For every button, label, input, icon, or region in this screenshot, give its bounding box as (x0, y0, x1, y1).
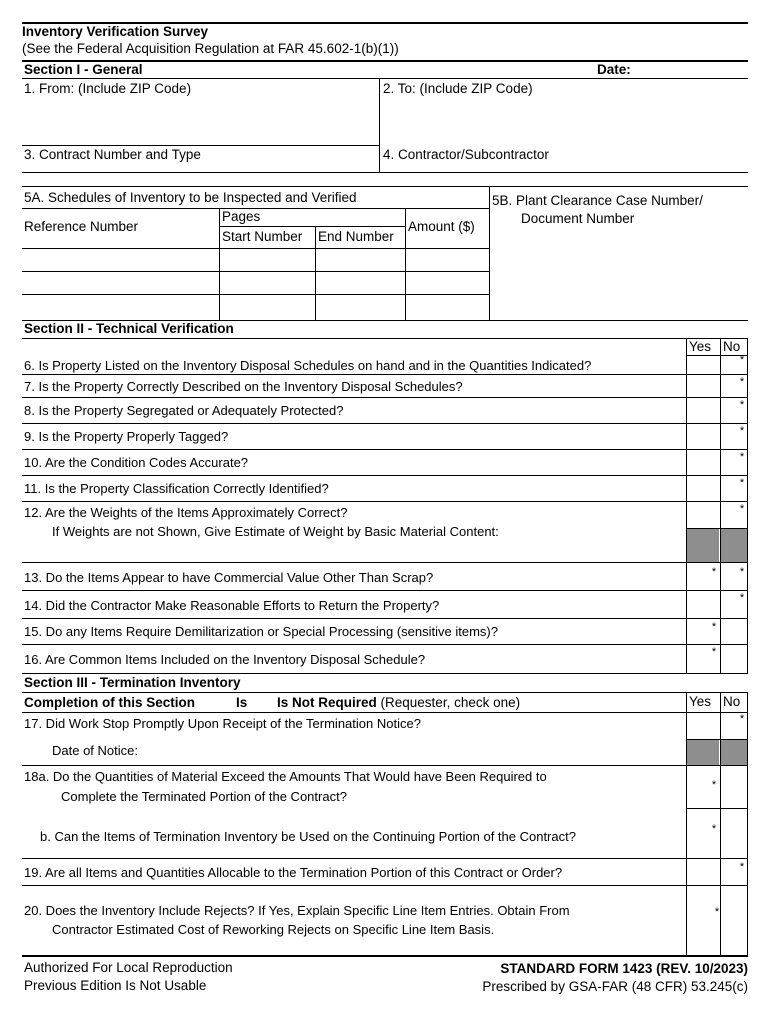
divider (22, 186, 748, 187)
question-18a: 18a. Do the Quantities of Material Exceed the Amounts That Would have Been Required to (24, 769, 547, 784)
divider (22, 885, 748, 886)
required-asterisk: * (739, 425, 745, 437)
divider (489, 186, 490, 320)
document-number-label: Document Number (521, 211, 635, 226)
question-17: 17. Did Work Stop Promptly Upon Receipt of the Termination Notice? (24, 716, 421, 731)
plant-clearance-label: 5B. Plant Clearance Case Number/ (492, 193, 703, 208)
required-asterisk: * (714, 906, 720, 918)
no-column-border (720, 338, 721, 674)
question-19: 19. Are all Items and Quantities Allocable to the Termination Portion of this Contract or Order? (24, 865, 563, 880)
reference-number-label: Reference Number (24, 219, 139, 234)
divider (22, 858, 748, 859)
completion-label: Completion of this Section (24, 695, 195, 710)
start-number-label: Start Number (222, 229, 303, 244)
required-asterisk: * (711, 779, 717, 791)
question-13: 13. Do the Items Appear to have Commercial Value Other Than Scrap? (24, 570, 434, 585)
question-6: 6. Is Property Listed on the Inventory Disposal Schedules on hand and in the Quantities Indicated? (24, 358, 592, 373)
yes-header: Yes (689, 694, 712, 709)
divider (22, 423, 748, 424)
amount-label: Amount ($) (408, 219, 475, 234)
form-title: Inventory Verification Survey (22, 24, 209, 39)
question-10: 10. Are the Condition Codes Accurate? (24, 455, 249, 470)
prescribed-by: Prescribed by GSA-FAR (48 CFR) 53.245(c) (482, 979, 748, 994)
divider (22, 145, 380, 146)
is-not-required-label: Is Not Required (277, 695, 377, 710)
divider (22, 692, 748, 693)
divider (379, 78, 380, 172)
schedule-row-line (22, 271, 489, 272)
to-label: 2. To: (Include ZIP Code) (383, 81, 533, 96)
requester-note: (Requester, check one) (380, 695, 521, 710)
required-asterisk: * (739, 354, 745, 366)
footer-border (22, 955, 748, 957)
divider (22, 78, 748, 79)
shaded-cell (687, 740, 719, 765)
divider (22, 590, 748, 591)
divider (315, 226, 316, 320)
required-asterisk: * (711, 823, 717, 835)
divider (22, 644, 748, 645)
question-8: 8. Is the Property Segregated or Adequately Protected? (24, 403, 344, 418)
date-of-notice-label: Date of Notice: (52, 743, 138, 758)
question-9: 9. Is the Property Properly Tagged? (24, 429, 229, 444)
divider (22, 712, 748, 713)
contract-number-label: 3. Contract Number and Type (24, 147, 201, 162)
required-asterisk: * (739, 861, 745, 873)
divider (405, 208, 406, 320)
footer-previous-edition: Previous Edition Is Not Usable (24, 978, 207, 993)
end-number-label: End Number (318, 229, 394, 244)
divider (22, 449, 748, 450)
from-label: 1. From: (Include ZIP Code) (24, 81, 192, 96)
shaded-cell (687, 529, 719, 562)
schedule-row-line (22, 248, 489, 249)
required-asterisk: * (739, 713, 745, 725)
divider (22, 501, 748, 502)
yes-header: Yes (689, 339, 712, 354)
required-asterisk: * (739, 503, 745, 515)
pages-label: Pages (222, 209, 261, 224)
divider (22, 475, 748, 476)
required-asterisk: * (739, 399, 745, 411)
yes-column-border (686, 338, 687, 674)
required-asterisk: * (739, 451, 745, 463)
divider (22, 562, 748, 563)
section2-heading: Section II - Technical Verification (24, 321, 234, 336)
required-asterisk: * (711, 621, 717, 633)
section1-heading: Section I - General (24, 62, 143, 77)
divider (22, 673, 748, 674)
divider (219, 226, 405, 227)
divider (22, 765, 748, 766)
schedules-label: 5A. Schedules of Inventory to be Inspected and Verified (24, 190, 357, 205)
divider (686, 808, 748, 809)
section3-heading: Section III - Termination Inventory (24, 675, 241, 690)
divider (22, 618, 748, 619)
divider (22, 374, 748, 375)
divider (22, 172, 748, 173)
question-16: 16. Are Common Items Included on the Inventory Disposal Schedule? (24, 652, 426, 667)
required-asterisk: * (711, 566, 717, 578)
footer-reproduction: Authorized For Local Reproduction (24, 960, 233, 975)
schedule-row-line (22, 294, 489, 295)
yes-column-border (686, 692, 687, 955)
required-asterisk: * (739, 566, 745, 578)
question-15: 15. Do any Items Require Demilitarization or Special Processing (sensitive items)? (24, 624, 498, 639)
divider (22, 397, 748, 398)
divider (219, 208, 220, 320)
required-asterisk: * (711, 646, 717, 658)
form-subtitle: (See the Federal Acquisition Regulation at FAR 45.602-1(b)(1)) (22, 41, 399, 56)
is-not-required-option[interactable] (277, 695, 520, 710)
required-asterisk: * (739, 376, 745, 388)
question-12: 12. Are the Weights of the Items Approximately Correct? (24, 505, 348, 520)
right-border (747, 692, 748, 955)
shaded-cell (721, 740, 747, 765)
no-header: No (723, 339, 741, 354)
question-14: 14. Did the Contractor Make Reasonable Efforts to Return the Property? (24, 598, 440, 613)
form-number: STANDARD FORM 1423 (REV. 10/2023) (500, 961, 748, 976)
question-20: 20. Does the Inventory Include Rejects? If Yes, Explain Specific Line Item Entries. Obtain From (24, 903, 570, 918)
date-label: Date: (597, 62, 631, 77)
no-header: No (723, 694, 741, 709)
question-11: 11. Is the Property Classification Correctly Identified? (24, 481, 329, 496)
shaded-cell (721, 529, 747, 562)
question-18a-continued: Complete the Terminated Portion of the Contract? (61, 789, 347, 804)
question-20-continued: Contractor Estimated Cost of Reworking Rejects on Specific Line Item Basis. (52, 922, 495, 937)
is-option[interactable]: Is (236, 695, 248, 710)
question-18b: b. Can the Items of Termination Inventory be Used on the Continuing Portion of the Contract? (40, 829, 576, 844)
question-7: 7. Is the Property Correctly Described on the Inventory Disposal Schedules? (24, 379, 463, 394)
divider (22, 338, 748, 339)
required-asterisk: * (739, 592, 745, 604)
question-12-detail: If Weights are not Shown, Give Estimate of Weight by Basic Material Content: (52, 524, 499, 539)
right-border (747, 338, 748, 674)
required-asterisk: * (739, 477, 745, 489)
contractor-label: 4. Contractor/Subcontractor (383, 147, 549, 162)
